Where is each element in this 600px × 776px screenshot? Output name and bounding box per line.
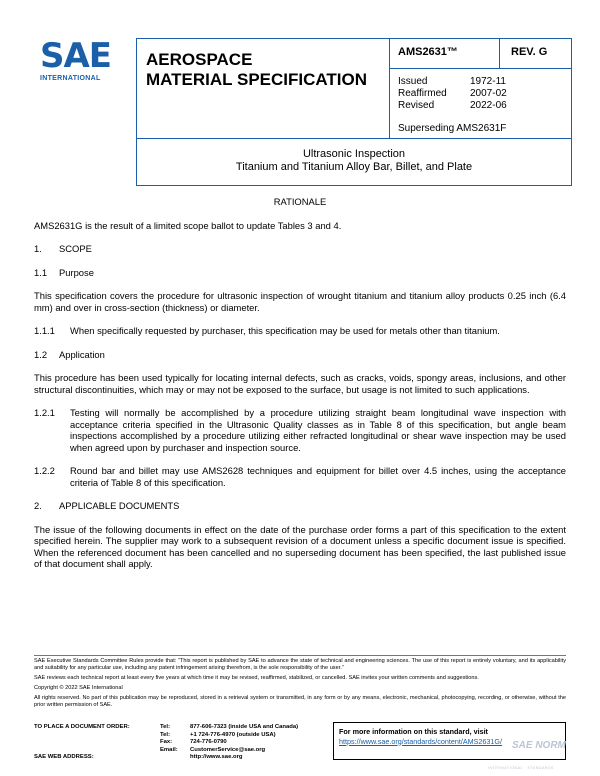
document-title	[136, 148, 572, 174]
date-value: 2022-06	[470, 100, 507, 111]
contact-row	[34, 732, 334, 740]
copyright: Copyright © 2022 SAE International	[34, 684, 123, 691]
contact-label: Email:	[160, 746, 178, 753]
date-label: Issued	[398, 76, 428, 87]
contact-value: +1 724-776-4970 (outside USA)	[190, 731, 276, 738]
date-label: Reaffirmed	[398, 88, 447, 99]
date-value: 1972-11	[470, 76, 506, 87]
logo-subtext: INTERNATIONAL	[40, 75, 101, 82]
footer-paragraph: SAE reviews each technical report at least every five years at which time it may be revised, reaffirmed, stabilized, or cancelled. SAE invites your written comments and suggestions.	[34, 674, 479, 681]
paragraph-text: Testing will normally be accomplished by a procedure utilizing straight beam longitudinal wave inspection with acceptance criteria specified in the Ultrasonic Quality classes as in Table 8 of this specification, but angle beam inspections accomplished by a procedure utilizing either refracted longitudinal or shear wave inspection may be used when agreed upon by purchaser and inspection source.	[70, 407, 566, 453]
section-number: 1.	[34, 243, 42, 254]
superseding-note: Superseding AMS2631F	[398, 123, 507, 134]
footer-divider	[34, 655, 566, 656]
contact-label: Fax:	[160, 739, 173, 746]
paragraph: This specification covers the procedure for ultrasonic inspection of wrought titanium and titanium alloy products 0.25 inch (6.4 mm) and over in cross-section (thickness) or diameter.	[34, 290, 566, 313]
section-title: APPLICABLE DOCUMENTS	[59, 500, 180, 511]
paragraph: The issue of the following documents in effect on the date of the purchase order forms a part of this specification to the extent specified herein. The supplier may work to a subsequent revision of a document unless a specific document issue is specified. When the referenced document has been cancelled and no superseding document has been specified, the last published issue of that document shall apply.	[34, 523, 566, 569]
contact-row	[34, 747, 334, 755]
title-line2: Titanium and Titanium Alloy Bar, Billet, and Plate	[235, 161, 473, 173]
web-link[interactable]: http://www.sae.org	[190, 754, 243, 761]
numbered-paragraph	[34, 407, 566, 453]
contact-row	[34, 754, 334, 762]
section-title: SCOPE	[59, 243, 92, 254]
paragraph-text: Round bar and billet may use AMS2628 techniques and equipment for billet over 4.5 inches, using the acceptance criteria of Table 8 of this specification.	[70, 465, 566, 488]
date-row-reaffirmed	[398, 88, 568, 100]
order-label: TO PLACE A DOCUMENT ORDER:	[34, 724, 130, 730]
section-heading	[34, 349, 566, 361]
date-value: 2007-02	[470, 88, 507, 99]
header-divider	[389, 68, 572, 69]
paragraph-text: When specifically requested by purchaser, this specification may be used for metals other than titanium.	[70, 325, 500, 336]
footer-legal	[34, 658, 566, 711]
document-body	[34, 196, 566, 570]
info-title: For more information on this standard, visit	[339, 727, 488, 736]
section-number: 1.2	[34, 348, 48, 360]
section-number: 1.2.1	[34, 407, 55, 418]
logo-text: SAE	[40, 36, 112, 76]
contact-row	[34, 724, 334, 732]
section-number: 1.2.2	[34, 465, 55, 476]
numbered-paragraph	[34, 465, 566, 488]
section-heading	[34, 267, 566, 279]
date-row-issued	[398, 76, 568, 88]
contact-value: 877-606-7323 (inside USA and Canada)	[190, 724, 299, 730]
date-row-revised	[398, 100, 568, 112]
title-line1: Ultrasonic Inspection	[302, 148, 406, 160]
contact-row	[34, 739, 334, 747]
header-divider	[136, 138, 572, 139]
document-type	[146, 50, 386, 90]
numbered-paragraph	[34, 325, 566, 337]
section-number: 1.1.1	[34, 325, 55, 336]
order-contacts	[34, 724, 334, 762]
web-label: SAE WEB ADDRESS:	[34, 754, 94, 761]
document-type-line1: AEROSPACE	[146, 50, 253, 69]
rationale-text: AMS2631G is the result of a limited scope ballot to update Tables 3 and 4.	[34, 219, 342, 231]
rationale-heading: RATIONALE	[273, 196, 327, 207]
footer-paragraph: SAE Executive Standards Committee Rules provide that: “This report is published by SAE to advance the state of technical and engineering sciences. The use of this report is entirely voluntary, and its applicability and suitability for any particular use, including any patent infringement arising therefrom, is the sole responsibility of the user.”	[34, 658, 566, 671]
section-heading	[34, 500, 566, 512]
email-link[interactable]: CustomerService@sae.org	[190, 746, 266, 753]
sae-logo	[40, 38, 118, 82]
watermark: SAE NORM	[512, 740, 566, 751]
revision-label: REV. G	[511, 46, 548, 58]
section-heading	[34, 243, 566, 255]
document-type-line2: MATERIAL SPECIFICATION	[146, 70, 367, 89]
date-table	[398, 76, 568, 112]
watermark-subtext: INTERNATIONAL · STANDARDS	[488, 766, 554, 770]
document-number: AMS2631™	[398, 46, 458, 58]
section-title: Purpose	[59, 266, 94, 278]
section-number: 1.1	[34, 266, 48, 278]
date-label: Revised	[398, 100, 435, 111]
paragraph: This procedure has been used typically for locating internal defects, such as cracks, voids, spongy areas, inclusions, and other structural discontinuities, which may or may not be exposed to the surface, but usage is not limited to such applications.	[34, 372, 566, 395]
footer-paragraph: All rights reserved. No part of this publication may be reproduced, stored in a retrieval system or transmitted, in any form or by any means, electronic, mechanical, photocopying, recording, or otherwise, without the prior written permission of SAE.	[34, 694, 566, 708]
contact-label: Tel:	[160, 724, 171, 730]
section-title: Application	[59, 348, 105, 360]
header-divider	[499, 38, 500, 68]
standard-link[interactable]: https://www.sae.org/standards/content/AMS2631G/	[339, 736, 503, 746]
contact-value: 724-776-0790	[190, 739, 227, 746]
section-number: 2.	[34, 500, 42, 511]
contact-label: Tel:	[160, 731, 171, 738]
header-divider	[389, 38, 390, 138]
